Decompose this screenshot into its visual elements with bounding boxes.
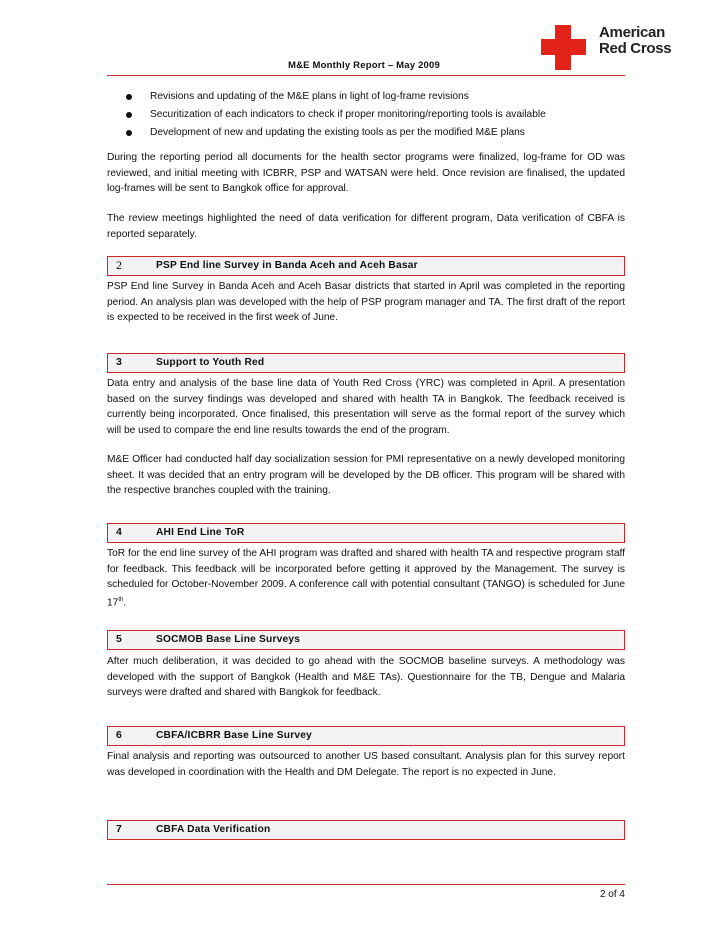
section-heading-4 <box>107 523 625 543</box>
section-number: 6 <box>116 729 122 741</box>
section-3-body-2: M&E Officer had conducted half day socialization session for PMI representative on a newly developed monitoring sheet. It was decided that an entry program will be developed by the DB officer. This program will be shared with the respective branches coupled with the training. <box>107 454 625 496</box>
section-title: Support to Youth Red <box>156 356 265 368</box>
bullet-icon <box>126 94 132 100</box>
page-number: 2 of 4 <box>599 889 625 900</box>
report-header-title: M&E Monthly Report – May 2009 <box>287 60 441 71</box>
section-title: CBFA Data Verification <box>156 823 271 835</box>
section-title: CBFA/ICBRR Base Line Survey <box>156 729 312 741</box>
bullet-list <box>126 88 626 142</box>
section-title: SOCMOB Base Line Surveys <box>156 633 301 645</box>
section-number: 4 <box>116 526 122 538</box>
list-item: Revisions and updating of the M&E plans in light of log-frame revisions <box>126 88 626 106</box>
bullet-icon <box>126 130 132 136</box>
logo-wordmark <box>599 25 671 57</box>
header-divider <box>107 75 625 76</box>
section-heading-2 <box>107 256 625 276</box>
section-3-body-1: Data entry and analysis of the base line data of Youth Red Cross (YRC) was completed in April. A presentation based on the survey findings was developed and shared with health TA in Bangkok. The feedback received is currently being incorporated. Once finalised, this presentation will serve as the formal report of the survey which will be used to compare the end line results towards the end of the program. <box>107 378 625 436</box>
red-cross-icon <box>541 25 586 70</box>
section-heading-5 <box>107 630 625 650</box>
section-number: 2 <box>116 258 122 272</box>
section-heading-3 <box>107 353 625 373</box>
paragraph-review-meetings: The review meetings highlighted the need of data verification for different program, Data verification of CBFA is reported separately. <box>107 213 625 240</box>
red-cross-logo <box>538 20 698 70</box>
bullet-icon <box>126 112 132 118</box>
footer-divider <box>107 884 625 885</box>
section-2-body: PSP End line Survey in Banda Aceh and Aceh Basar districts that started in April was completed in the reporting period. An analysis plan was developed with the help of PSP program manager and TA. The first draft of the report is expected to be received in the first week of June. <box>107 281 625 323</box>
section-5-body: After much deliberation, it was decided to go ahead with the SOCMOB baseline surveys. A methodology was developed with the support of Bangkok (Health and M&E TAs). Questionnaire for the TB, Dengue and Malaria surveys were drafted and shared with Bangkok for feedback. <box>107 656 625 698</box>
logo-line-1: American <box>599 24 665 41</box>
section-number: 3 <box>116 356 122 368</box>
section-heading-7 <box>107 820 625 840</box>
section-number: 7 <box>116 823 122 835</box>
paragraph-documents: During the reporting period all documents for the health sector programs were finalized, log-frame for OD was reviewed, and initial meeting with ICBRR, PSP and WATSAN were held. Once revision are finalised, the updated log-frames will be sent to Bangkok office for approval. <box>107 152 625 194</box>
section-number: 5 <box>116 633 122 645</box>
section-6-body: Final analysis and reporting was outsourced to another US based consultant. Analysis plan for this survey report was developed in coordination with the Health and DM Delegate. The report is no expected in June. <box>107 751 625 778</box>
section-heading-6 <box>107 726 625 746</box>
section-title: AHI End Line ToR <box>156 526 245 538</box>
section-4-body: ToR for the end line survey of the AHI program was drafted and shared with health TA and respective program staff for feedback. This feedback will be incorporated before getting it approved by the Management. The survey is scheduled for October-November 2009. A conference call with potential consultant (TANGO) is scheduled for June 17th. <box>107 548 625 608</box>
list-item: Development of new and updating the existing tools as per the modified M&E plans <box>126 124 626 142</box>
list-item: Securitization of each indicators to check if proper monitoring/reporting tools is available <box>126 106 626 124</box>
section-title: PSP End line Survey in Banda Aceh and Aceh Basar <box>156 259 418 271</box>
logo-line-2: Red Cross <box>599 40 672 57</box>
